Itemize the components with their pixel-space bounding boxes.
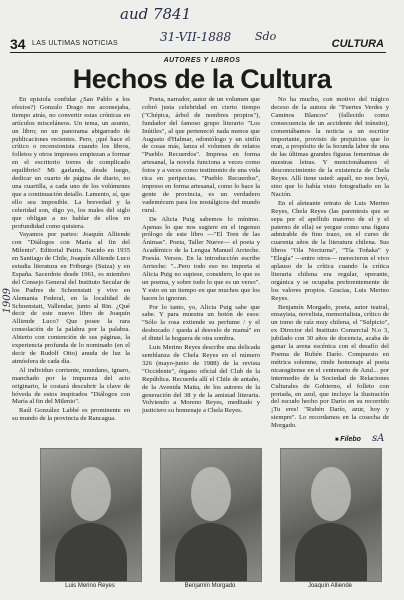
publication-name: LAS ULTIMAS NOTICIAS: [32, 40, 118, 47]
paragraph: Luis Merino Reyes describe una delicada semblanza de Chela Reyes en el número 326 (mayo-junio de 1988) de la revista "Occidente", órgano oficial del Club de la República. Recuerda allí el Chile de antaño, de la Avenida Matta, de los autores de la generación del 38 y de la amistad literaria. Volviendo a Moreno Reyes, meditado y justiciero su homenaje a Chela Reyes.: [142, 344, 260, 415]
handwritten-reference: aud 7841: [120, 5, 192, 23]
handwritten-margin-note: 1909: [2, 288, 13, 314]
author-signature: ■ Filebo: [335, 436, 361, 443]
body-shape: [295, 523, 367, 581]
body-shape: [55, 523, 127, 581]
paragraph: Por lo tanto, yo, Alicia Puig sabe que sabe. Y para muestra un botón de esos: "Sólo la rosa extiende su perfume / y el desbocado / queda al desvelo de mamá" en el dintel la hoguera de otra sombra.: [142, 303, 260, 343]
article-kicker: AUTORES Y LIBROS: [163, 57, 241, 64]
article-headline: Hechos de la Cultura: [72, 64, 332, 94]
face-shape: [191, 467, 231, 521]
paragraph: Al individuo corriente, mundano, ignaro, manchado por la impureza del acto originario, le costará descubrir la clave de bóveda de estos inspirados "Diálogos con María al fin del Milenio".: [12, 366, 130, 406]
paragraph: Raúl González Labbé es prominente en su mundo de la provincia de Rancagua.: [12, 407, 130, 423]
paragraph: En epistola confidar ¿San Pablo a los efesios?) Gonzalo Drago me aconsejaba, tiempo atrás, no convertir estas crónicas en artículos misceláneos. Un tema, un asunto, un libro; no un panorama abigarrado de publicaciones recientes. Pero, ¡qué hace el crítico o recensionista cuando los libros, folletos y otros impresos empiezan a formar en el escritorio torres de complicado equilibrio? Mi garlanda, desde luego, dedicar un cuarto de página de diario, no una cuartilla, a cada uno de los volúmenes que a continuación detallo. Lamento, sí, que ello sea imposible. La brevedad y la celeridad son, digo yo, los males del siglo que obligan a no hablar de ellos en profundidad como quisiera.: [12, 96, 130, 230]
portrait-photo-alliende: [280, 448, 382, 582]
paragraph: Vayamos por partes: Joaquín Alliende con "Diálogos con María al fin del Milenio". Editorial Patris. Nacido en 1935 en Santiago de Chile, Joaquín Alliende Luco estudia literatura en Friburgo (Suiza) y en España. Sacerdote desde 1961, es miembro del Consejo General del Instituto Secular de los Padres de Schoenstatt y vive en Alemania Federal, en la localidad de Schoenstatt, Vallendar, junto al Rin. ¿Qué decir de este nuevo libro de Joaquín Alliende Luco? Que posee la rara consolación de la palabra por la palabra. Abierto con contención de sus páginas, la experiencia profunda de lo nominado (en el decir de Rudolf Otto) anuda de luz la atmósfera de cada día.: [12, 231, 130, 365]
article-column-1: [12, 96, 130, 440]
photo-caption: Luis Merino Reyes: [65, 583, 115, 589]
handwritten-corner-note: sA: [372, 433, 385, 444]
page-number: 34: [10, 36, 26, 52]
paragraph: De Alicia Puig sabemos lo mínimo. Apenas lo que nos sugiere en el ingenuo prólogo de este libro —"El Tren de las Ánimas". Poeta, Taller Nueve— el poeta y Académico de la Lengua Manuel Arrieche. Poesía. Versos. En la introducción escribe Arrieche: "...Pero todo eso no importa si Alicia Puig no supiese, considero, lo que es un poema, y sobre todo lo que es un verso". Y esto en un tiempo en que muchos que los hacen lo ignoran.: [142, 215, 260, 302]
body-shape: [175, 523, 247, 581]
face-shape: [311, 467, 351, 521]
face-shape: [71, 467, 111, 521]
photo-caption: Benjamín Morgado: [184, 583, 236, 589]
portrait-photo-merino: [40, 448, 142, 582]
portrait-photo-morgado: [160, 448, 262, 582]
paragraph: No ha mucho, con motivo del trágico deceso de la autora de "Fuertes Verdes y Caminos Blancos" (fallecido como consecuencia de un accidente del tránsito), comentábamos la noticia a un escritor importante, provisto de prejuicios que lo eran, a propósito de la fecunda labor de una de las últimas grandes figuras femeninas de nuestras letras. Y mencionábamos el desconocimiento de la existencia de Chela Reyes. Allí tiene usted: aquél, no nos leyó, sino que lo había visto fotografiado en la Nación.: [271, 96, 389, 198]
section-title: CULTURA: [331, 38, 384, 50]
paragraph: En el aleteante retrato de Luis Merino Reyes, Chela Reyes (las parentesis que se sepa por el apellido materno de el y el paterno de ella) se yergue como una figura admirable de fino trazo, en el curso de cuarenta años de la literatura chilena. Sus libros "Ola Nocturna", "Tía Toñaka" y "Elegía" —entre otros— merecieron el vivo aplauso de la crítica cuando la crítica literaria chilena era regular, operante, orgánica y se ocupaba preferentemente de los valores propios. Gracias, Luis Merino Reyes.: [271, 199, 389, 302]
handwritten-date: 31-VII-1888: [160, 30, 232, 44]
paragraph: Poeta, narrador, autor de un volumen que cobró justa celebridad en cierto tiempo ("Chépica, árbol de nombres propios"), fundador del famoso grupo literario "Los Inútiles", al que perteneció nada menos que Augusto d'Halmar, odontólogo y un sinfín de cosas más, lanza el volumen de relatos "Pueblo Recuerdos". Impresa en forma artesanal, la novela funciona a veces como fotos y a veces como testimonio de una vida rica en peripecias. "Pueblo Recuerdos", impreso en forma artesanal, como lo hace la gente de provincia, es un verdadero vademécum para los nostálgicos del mundo rural.: [142, 96, 260, 214]
article-column-3: [271, 96, 389, 440]
handwritten-note: Sdo: [255, 30, 277, 43]
header-rule: [10, 52, 386, 53]
article-column-2: [142, 96, 260, 440]
paragraph: Benjamín Morgado, poeta, autor teatral, ensayista, novelista, memorialista, crítico de un tomo de raíz muy chilena, el "Sulpicio", ex Director del Instituto Comercial N.o 3, jubilado con 30 años de docencia, acaba de ganar la arena escénica con el desafío del Poema de Rubén Darío. Compuesto en métrica solemne, rinde homenaje al poeta nicaragüense en el centenario de Azul... por intermedio de la Sociedad de Relaciones Culturales de Gobierno, el folleto con portada, en azul, que incluye la ilustración del escudo hecho por Darío en su recorrido ¡Tu eres! "Rubén Darío, azur, hoy y siempre". Lo recordamos en la cosecha de Morgado.: [271, 303, 389, 430]
photo-caption: Joaquín Alliende: [307, 583, 353, 589]
